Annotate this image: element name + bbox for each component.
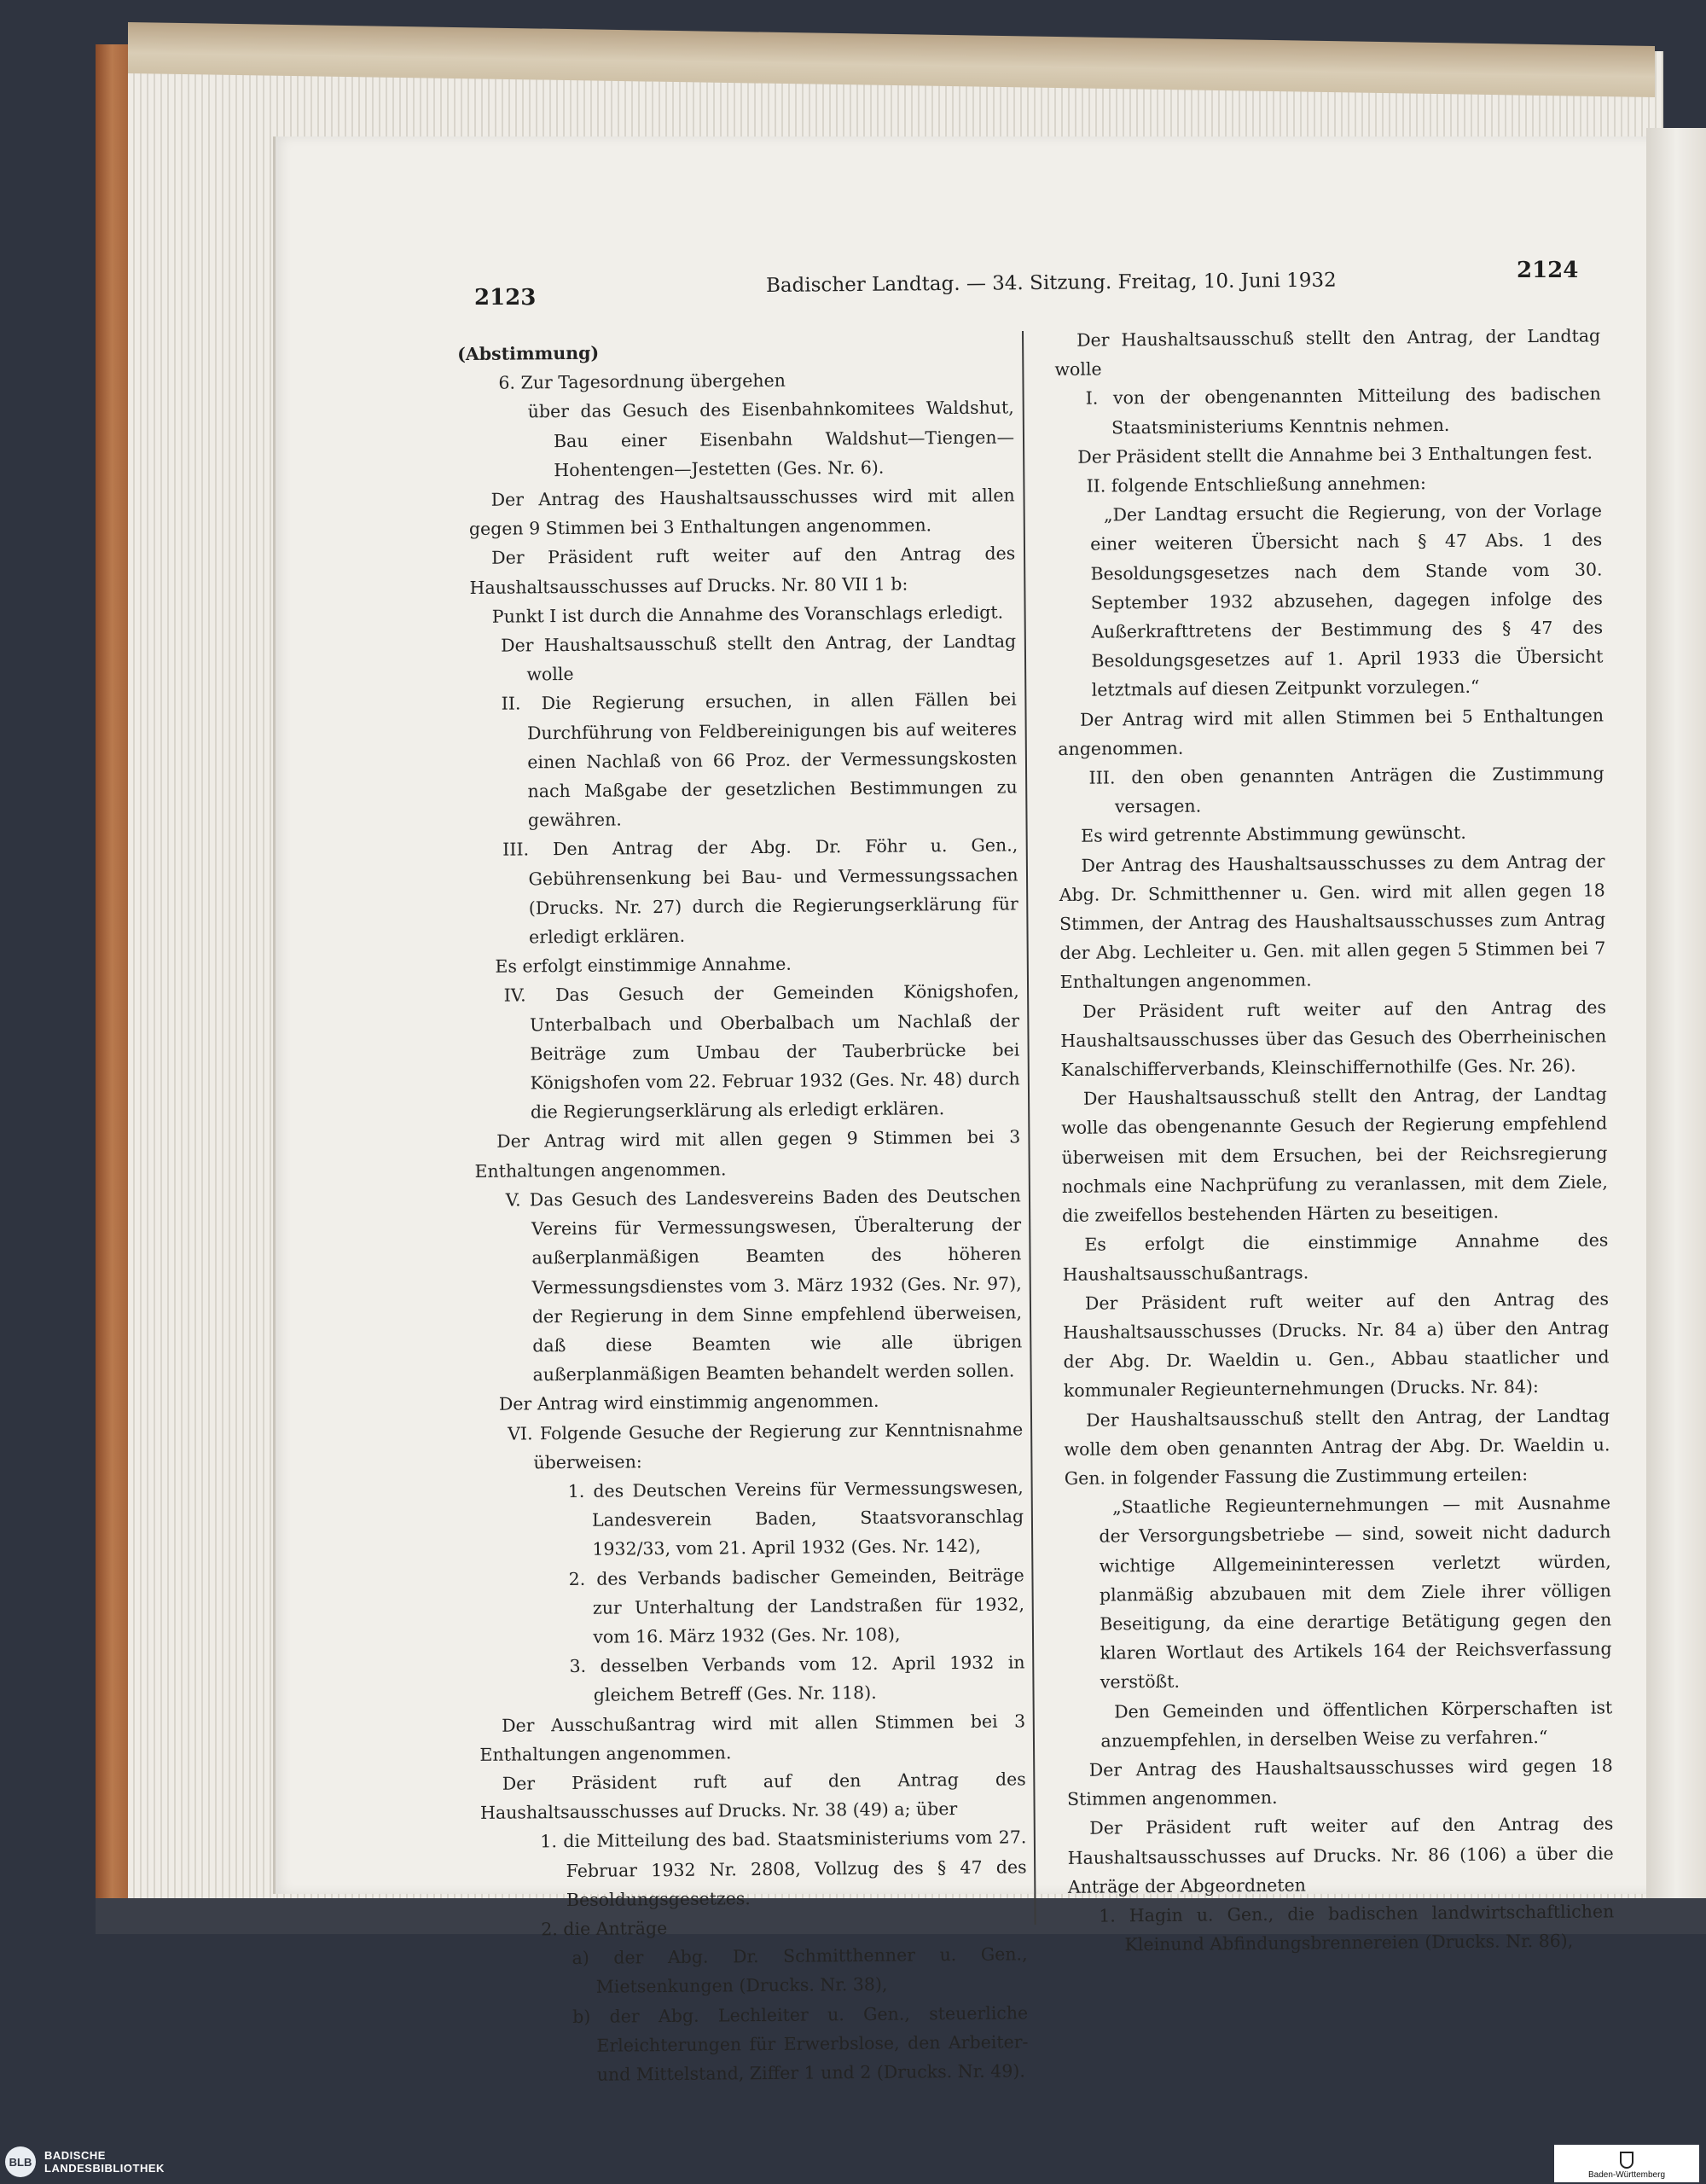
text-paragraph: Der Präsident ruft weiter auf den Antrag des Haushaltsausschusses über das Gesuch des Oberrheinischen Kanalschifferverbands, Kleinschiffernothilfe (Ges. Nr. 26).	[1060, 996, 1607, 1081]
text-paragraph: „Der Landtag ersucht die Regierung, von der Vorlage einer weiteren Übersicht nach § 47 Abs. 1 des Besoldungsgesetzes nach dem Stande vom 30. September 1932 abzusehen, dagegen infolge des Außerkrafttretens der Bestimmung des § 47 des Besoldungsgesetzes auf 1. April 1933 die Übersicht letztmals auf diesen Zeitpunkt vorzulegen.“	[1090, 500, 1604, 701]
text-paragraph: Der Antrag wird einstimmig angenommen.	[498, 1391, 879, 1415]
text-paragraph: a) der Abg. Dr. Schmitthenner u. Gen., Mietsenkungen (Drucks. Nr. 38),	[572, 1943, 1028, 1998]
facing-page-edge	[1646, 128, 1706, 1902]
text-paragraph: III. den oben genannten Anträgen die Zustimmung versagen.	[1088, 763, 1604, 817]
text-paragraph: VI. Folgende Gesuche der Regierung zur Kenntnisnahme überweisen:	[508, 1418, 1024, 1473]
text-paragraph: Der Haushaltsausschuß stellt den Antrag, der Landtag wolle	[501, 630, 1017, 685]
text-paragraph: Der Präsident ruft weiter auf den Antrag des Haushaltsausschusses auf Drucks. Nr. 86 (106) a über die Anträge der Abgeordneten	[1067, 1813, 1614, 1897]
crest-icon	[1620, 2152, 1633, 2169]
text-paragraph: Der Antrag wird mit allen Stimmen bei 5 Enthaltungen angenommen.	[1058, 705, 1604, 759]
text-paragraph: II. folgende Entschließung annehmen:	[1086, 473, 1426, 497]
page-header: Badischer Landtag. — 34. Sitzung. Freitag, 10. Juni 1932	[765, 269, 1337, 297]
text-paragraph: 6. Zur Tagesordnung übergehen	[498, 369, 786, 393]
text-paragraph: Es erfolgt einstimmige Annahme.	[495, 953, 792, 978]
text-paragraph: Es erfolgt die einstimmige Annahme des Haushaltsausschußantrags.	[1062, 1229, 1609, 1285]
library-name-line1: BADISCHE	[44, 2149, 106, 2162]
text-paragraph: Es wird getrennte Abstimmung gewünscht.	[1081, 822, 1466, 847]
partner-name: Baden-Württemberg	[1587, 2170, 1666, 2180]
text-paragraph: Den Gemeinden und öffentlichen Körperschaften ist anzuempfehlen, in derselben Weise zu verfahren.“	[1100, 1696, 1613, 1751]
text-paragraph: 2. des Verbands badischer Gemeinden, Beiträge zur Unterhaltung der Landstraßen für 1932, vom 16. März 1932 (Ges. Nr. 108),	[568, 1564, 1025, 1647]
text-paragraph: Der Antrag wird mit allen gegen 9 Stimmen bei 3 Enthaltungen angenommen.	[474, 1126, 1021, 1182]
blb-logo-icon[interactable]: BLB	[5, 2146, 36, 2177]
text-paragraph: Der Präsident ruft weiter auf den Antrag des Haushaltsausschusses auf Drucks. Nr. 80 VII 1 b:	[469, 543, 1016, 598]
text-paragraph: b) der Abg. Lechleiter u. Gen., steuerliche Erleichterungen für Erwerbslose, den Arbeiter- und Mittelstand, Ziffer 1 und 2 (Drucks. Nr. 49).	[572, 2001, 1029, 2085]
viewer-footer	[0, 2140, 1706, 2184]
text-paragraph: Der Präsident stellt die Annahme bei 3 Enthaltungen fest.	[1077, 442, 1593, 468]
text-paragraph: 1. des Deutschen Vereins für Vermessungswesen, Landesverein Baden, Staatsvoranschlag 1932/33, vom 21. April 1932 (Ges. Nr. 142),	[567, 1477, 1024, 1560]
text-paragraph: Punkt I ist durch die Annahme des Voranschlags erledigt.	[491, 601, 1004, 627]
text-paragraph: 2. die Anträge	[541, 1917, 668, 1940]
text-paragraph: 1. die Mitteilung des bad. Staatsministeriums vom 27. Februar 1932 Nr. 2808, Vollzug des § 47 des Besoldungsgesetzes.	[540, 1827, 1027, 1910]
section-heading: (Abstimmung)	[457, 342, 600, 365]
text-paragraph: Der Haushaltsausschuß stellt den Antrag, der Landtag wolle	[1054, 325, 1601, 380]
text-column-left	[457, 334, 1029, 2090]
text-paragraph: 1. Hagin u. Gen., die badischen landwirtschaftlichen Kleinund Abfindungsbrennereien (Drucks. Nr. 86),	[1099, 1901, 1615, 1955]
text-column-right	[1054, 321, 1615, 1960]
text-paragraph: I. von der obengenannten Mitteilung des badischen Staatsministeriums Kenntnis nehmen.	[1085, 383, 1601, 439]
text-paragraph: Der Haushaltsausschuß stellt den Antrag, der Landtag wolle dem oben genannten Antrag der Abg. Dr. Waeldin u. Gen. in folgender Fassung die Zustimmung erteilen:	[1064, 1404, 1610, 1489]
text-paragraph: Der Antrag des Haushaltsausschusses wird mit allen gegen 9 Stimmen bei 3 Enthaltungen angenommen.	[468, 485, 1015, 540]
text-paragraph: Der Ausschußantrag wird mit allen Stimmen bei 3 Enthaltungen angenommen.	[479, 1710, 1026, 1765]
page-number-left: 2123	[474, 285, 537, 311]
text-paragraph: Der Antrag des Haushaltsausschusses zu dem Antrag der Abg. Dr. Schmitthenner u. Gen. wird mit allen gegen 18 Stimmen, der Antrag des Haushaltsausschusses zum Antrag der Abg. Lechleiter u. Gen. mit allen gegen 5 Stimmen bei 7 Enthaltungen angenommen.	[1059, 851, 1606, 993]
text-paragraph: Der Präsident ruft auf den Antrag des Haushaltsausschusses auf Drucks. Nr. 38 (49) a; über	[479, 1769, 1026, 1824]
page-number-right: 2124	[1517, 258, 1579, 283]
text-paragraph: Der Antrag des Haushaltsausschusses wird gegen 18 Stimmen angenommen.	[1066, 1755, 1613, 1810]
text-paragraph: „Staatliche Regieunternehmungen — mit Ausnahme der Versorgungsbetriebe — sind, soweit nicht dadurch wichtige Allgemeininteressen verletzt würden, planmäßig abzubauen mit dem Ziele ihrer völligen Beseitigung, da eine derartige Betätigung gegen den klaren Wortlaut des Artikels 164 der Reichsverfassung verstößt.	[1099, 1492, 1612, 1693]
text-paragraph: über das Gesuch des Eisenbahnkomitees Waldshut, Bau einer Eisenbahn Waldshut—Tiengen—Hohentengen—Jestetten (Ges. Nr. 6).	[527, 397, 1015, 480]
library-name	[44, 2149, 165, 2175]
text-paragraph: II. Die Regierung ersuchen, in allen Fällen bei Durchführung von Feldbereinigungen bis auf weiteres einen Nachlaß von 66 Proz. der Vermessungskosten nach Maßgabe der gesetzlichen Bestimmungen zu gewähren.	[501, 688, 1018, 831]
partner-logo[interactable]	[1554, 2145, 1699, 2182]
text-paragraph: 3. desselben Verbands vom 12. April 1932 in gleichem Betreff (Ges. Nr. 118).	[569, 1652, 1025, 1706]
text-paragraph: V. Das Gesuch des Landesvereins Baden des Deutschen Vereins für Vermessungswesen, Überalterung der außerplanmäßigen Beamten des höheren Vermessungsdienstes vom 3. März 1932 (Ges. Nr. 97), der Regierung in dem Sinne empfehlend überweisen, daß diese Beamten wie alle übrigen außerplanmäßigen Beamten behandelt werden sollen.	[505, 1185, 1023, 1385]
library-name-line2: LANDESBIBLIOTHEK	[44, 2162, 165, 2175]
text-paragraph: Der Haushaltsausschuß stellt den Antrag, der Landtag wolle das obengenannte Gesuch der Regierung empfehlend überweisen mit dem Ersuchen, bei der Reichsregierung nochmals eine Nachprüfung zu veranlassen, mit dem Ziele, die zweifellos bestehenden Härten zu beseitigen.	[1061, 1083, 1608, 1227]
text-paragraph: IV. Das Gesuch der Gemeinden Königshofen, Unterbalbach und Oberbalbach um Nachlaß der Beiträge zum Umbau der Tauberbrücke bei Königshofen vom 22. Februar 1932 (Ges. Nr. 48) durch die Regierungserklärung als erledigt erklären.	[503, 980, 1020, 1123]
text-paragraph: Der Präsident ruft weiter auf den Antrag des Haushaltsausschusses (Drucks. Nr. 84 a) über den Antrag der Abg. Dr. Waeldin u. Gen., Abbau staatlicher und kommunaler Regieunternehmungen (Drucks. Nr. 84):	[1063, 1288, 1610, 1402]
text-paragraph: III. Den Antrag der Abg. Dr. Föhr u. Gen., Gebührensenkung bei Bau- und Vermessungssachen (Drucks. Nr. 27) durch die Regierungserklärung für erledigt erklären.	[502, 834, 1018, 948]
